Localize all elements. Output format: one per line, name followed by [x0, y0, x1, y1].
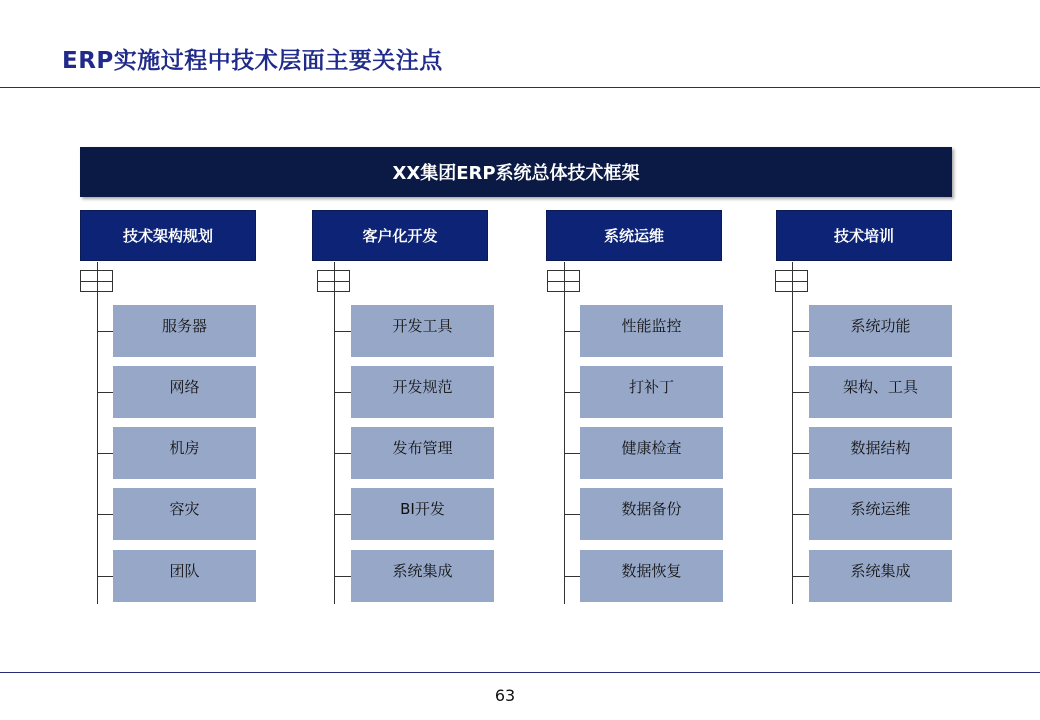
framework-item: 系统集成: [351, 550, 494, 602]
framework-item: BI开发: [351, 488, 494, 540]
framework-item: 团队: [113, 550, 256, 602]
framework-item: 网络: [113, 366, 256, 418]
framework-item: 打补丁: [580, 366, 723, 418]
tree-connector-horizontal: [792, 331, 809, 332]
tree-connector-horizontal: [564, 392, 580, 393]
framework-item: 健康检查: [580, 427, 723, 479]
tree-connector-horizontal: [792, 576, 809, 577]
framework-item: 机房: [113, 427, 256, 479]
tree-connector-horizontal: [334, 392, 351, 393]
bottom-divider: [0, 672, 1040, 673]
tree-connector-vertical: [97, 262, 98, 604]
framework-item: 开发规范: [351, 366, 494, 418]
tree-connector-horizontal: [334, 576, 351, 577]
tree-connector-horizontal: [334, 453, 351, 454]
tree-connector-vertical: [334, 262, 335, 604]
tree-connector-horizontal: [564, 576, 580, 577]
column-header: 客户化开发: [312, 210, 488, 261]
tree-connector-horizontal: [334, 331, 351, 332]
tree-connector-horizontal: [564, 514, 580, 515]
column-header: 系统运维: [546, 210, 722, 261]
framework-item: 数据结构: [809, 427, 952, 479]
framework-item: 系统运维: [809, 488, 952, 540]
framework-item: 系统集成: [809, 550, 952, 602]
tree-connector-horizontal: [792, 453, 809, 454]
page-number: 63: [494, 686, 516, 705]
tree-connector-horizontal: [792, 392, 809, 393]
framework-item: 开发工具: [351, 305, 494, 357]
slide-title: ERP实施过程中技术层面主要关注点: [62, 48, 443, 74]
framework-item: 数据备份: [580, 488, 723, 540]
tree-connector-horizontal: [792, 514, 809, 515]
top-divider: [0, 87, 1040, 88]
tree-connector-vertical: [564, 262, 565, 604]
tree-connector-vertical: [792, 262, 793, 604]
framework-item: 架构、工具: [809, 366, 952, 418]
column-header: 技术架构规划: [80, 210, 256, 261]
framework-item: 系统功能: [809, 305, 952, 357]
tree-connector-horizontal: [97, 514, 113, 515]
tree-connector-horizontal: [97, 392, 113, 393]
tree-connector-horizontal: [564, 453, 580, 454]
framework-item: 数据恢复: [580, 550, 723, 602]
tree-connector-horizontal: [97, 576, 113, 577]
framework-item: 容灾: [113, 488, 256, 540]
framework-item: 性能监控: [580, 305, 723, 357]
framework-item: 服务器: [113, 305, 256, 357]
tree-connector-horizontal: [97, 331, 113, 332]
framework-banner: XX集团ERP系统总体技术框架: [80, 147, 952, 197]
tree-connector-horizontal: [334, 514, 351, 515]
tree-connector-horizontal: [564, 331, 580, 332]
tree-connector-horizontal: [97, 453, 113, 454]
framework-item: 发布管理: [351, 427, 494, 479]
column-header: 技术培训: [776, 210, 952, 261]
